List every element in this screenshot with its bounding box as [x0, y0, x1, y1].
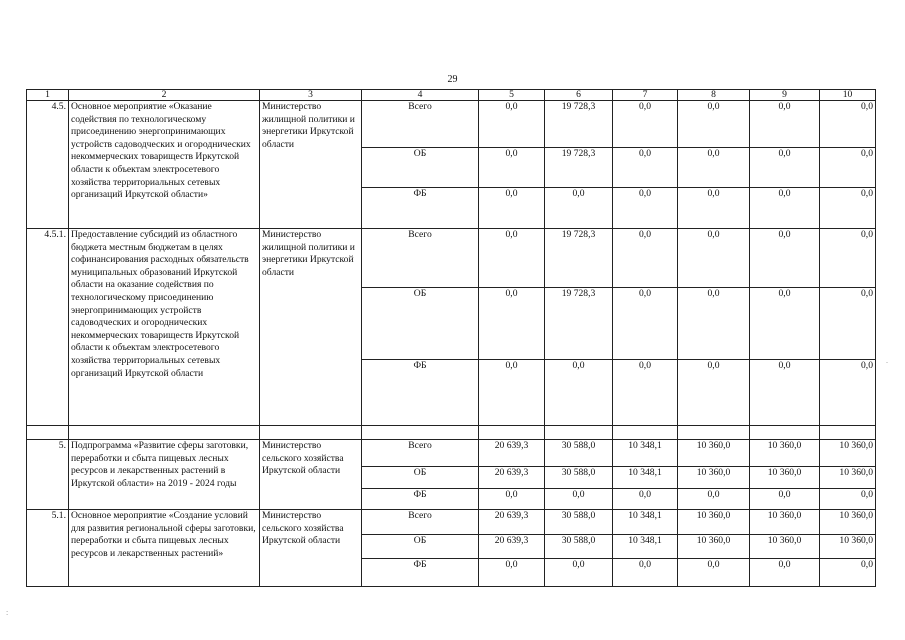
table-row: [27, 101, 876, 148]
value-cell: 10 360,0: [678, 440, 750, 467]
item-name: Основное мероприятие «Оказание содействия по технологическому присоединению энергопринимающих устройств садоводческих и огороднических некоммерческих товариществ Иркутской области к объектам электросетевого хозяйства территориальных сетевых организаций Иркутской области»: [69, 101, 260, 229]
value-cell: 10 360,0: [820, 535, 876, 559]
value-cell: 10 360,0: [820, 510, 876, 535]
table-row: [27, 440, 876, 467]
value-cell: 10 360,0: [750, 535, 820, 559]
value-cell: 0,0: [678, 148, 750, 188]
value-cell: 0,0: [820, 559, 876, 587]
funding-source: ФБ: [362, 360, 479, 426]
column-number: 2: [69, 90, 260, 101]
value-cell: 20 639,3: [479, 510, 545, 535]
column-number: 1: [27, 90, 69, 101]
value-cell: 0,0: [750, 288, 820, 360]
value-cell: 0,0: [613, 489, 678, 510]
column-number: 9: [750, 90, 820, 101]
column-number: 4: [362, 90, 479, 101]
item-name: Основное мероприятие «Создание условий для развития региональной сферы заготовки, переработки и сбыта пищевых лесных ресурсов и лекарственных растений»: [69, 510, 260, 587]
value-cell: 0,0: [820, 148, 876, 188]
value-cell: 0,0: [545, 559, 613, 587]
funding-source: ФБ: [362, 559, 479, 587]
value-cell: 10 360,0: [678, 535, 750, 559]
column-number: 3: [260, 90, 362, 101]
value-cell: 30 588,0: [545, 535, 613, 559]
budget-table: [26, 89, 876, 587]
value-cell: 0,0: [545, 360, 613, 426]
funding-source: ОБ: [362, 535, 479, 559]
value-cell: 0,0: [750, 148, 820, 188]
value-cell: 0,0: [613, 188, 678, 229]
value-cell: 20 639,3: [479, 535, 545, 559]
value-cell: 0,0: [545, 489, 613, 510]
item-number: 5.1.: [27, 510, 69, 587]
value-cell: 0,0: [820, 489, 876, 510]
item-executor: Министерство сельского хозяйства Иркутской области: [260, 510, 362, 587]
value-cell: 0,0: [820, 101, 876, 148]
funding-source: ФБ: [362, 489, 479, 510]
value-cell: 0,0: [613, 229, 678, 288]
value-cell: 10 360,0: [678, 510, 750, 535]
item-number: 4.5.: [27, 101, 69, 229]
funding-source: ОБ: [362, 467, 479, 489]
value-cell: 0,0: [678, 101, 750, 148]
value-cell: 0,0: [820, 229, 876, 288]
table-row: [27, 229, 876, 288]
value-cell: 30 588,0: [545, 440, 613, 467]
value-cell: 0,0: [613, 148, 678, 188]
value-cell: 10 348,1: [613, 535, 678, 559]
value-cell: 10 360,0: [820, 440, 876, 467]
item-executor: Министерство сельского хозяйства Иркутской области: [260, 440, 362, 510]
value-cell: 0,0: [613, 360, 678, 426]
value-cell: 0,0: [479, 360, 545, 426]
value-cell: 10 360,0: [750, 440, 820, 467]
value-cell: 0,0: [479, 148, 545, 188]
item-name: Подпрограмма «Развитие сферы заготовки, переработки и сбыта пищевых лесных ресурсов и лекарственных растений в Иркутской области» на 2019 - 2024 годы: [69, 440, 260, 510]
value-cell: 20 639,3: [479, 467, 545, 489]
header-row: [27, 90, 876, 101]
value-cell: 0,0: [750, 188, 820, 229]
item-executor: Министерство жилищной политики и энергетики Иркутской области: [260, 101, 362, 229]
value-cell: 0,0: [479, 101, 545, 148]
funding-source: Всего: [362, 229, 479, 288]
value-cell: 10 348,1: [613, 467, 678, 489]
value-cell: 0,0: [479, 559, 545, 587]
item-name: Предоставление субсидий из областного бюджета местным бюджетам в целях софинансирования расходных обязательств муниципальных образований Иркутской области на оказание содействия по технологическому присоединению энергопринимающих устройств садоводческих и огороднических некоммерческих товариществ Иркутской области к объектам электросетевого хозяйства территориальных сетевых организаций Иркутской области: [69, 229, 260, 426]
item-number: 5.: [27, 440, 69, 510]
value-cell: 0,0: [750, 489, 820, 510]
funding-source: Всего: [362, 101, 479, 148]
value-cell: 0,0: [820, 188, 876, 229]
value-cell: 0,0: [678, 559, 750, 587]
funding-source: ОБ: [362, 288, 479, 360]
value-cell: 0,0: [479, 229, 545, 288]
value-cell: 0,0: [678, 360, 750, 426]
column-number: 6: [545, 90, 613, 101]
funding-source: ОБ: [362, 148, 479, 188]
value-cell: 0,0: [750, 559, 820, 587]
value-cell: 0,0: [479, 489, 545, 510]
value-cell: 10 360,0: [750, 510, 820, 535]
value-cell: 0,0: [678, 288, 750, 360]
value-cell: 0,0: [479, 288, 545, 360]
value-cell: 10 348,1: [613, 440, 678, 467]
value-cell: 0,0: [820, 288, 876, 360]
value-cell: 0,0: [750, 101, 820, 148]
value-cell: 19 728,3: [545, 288, 613, 360]
funding-source: Всего: [362, 440, 479, 467]
scan-mark: :: [6, 608, 9, 617]
value-cell: 19 728,3: [545, 101, 613, 148]
value-cell: 0,0: [479, 188, 545, 229]
column-number: 8: [678, 90, 750, 101]
value-cell: 0,0: [613, 559, 678, 587]
value-cell: 19 728,3: [545, 148, 613, 188]
column-number: 10: [820, 90, 876, 101]
page-number: 29: [447, 74, 458, 85]
column-number: 5: [479, 90, 545, 101]
table-row: [27, 510, 876, 535]
value-cell: 0,0: [545, 188, 613, 229]
item-executor: Министерство жилищной политики и энергетики Иркутской области: [260, 229, 362, 426]
value-cell: 0,0: [678, 229, 750, 288]
value-cell: 0,0: [750, 229, 820, 288]
value-cell: 20 639,3: [479, 440, 545, 467]
value-cell: 0,0: [613, 101, 678, 148]
funding-source: Всего: [362, 510, 479, 535]
scan-mark: .: [886, 356, 888, 365]
value-cell: 19 728,3: [545, 229, 613, 288]
value-cell: 0,0: [678, 489, 750, 510]
value-cell: 0,0: [820, 360, 876, 426]
column-number: 7: [613, 90, 678, 101]
value-cell: 30 588,0: [545, 510, 613, 535]
value-cell: 0,0: [678, 188, 750, 229]
value-cell: 0,0: [750, 360, 820, 426]
value-cell: 10 360,0: [820, 467, 876, 489]
value-cell: 10 360,0: [750, 467, 820, 489]
value-cell: 10 348,1: [613, 510, 678, 535]
value-cell: 30 588,0: [545, 467, 613, 489]
funding-source: ФБ: [362, 188, 479, 229]
spacer-row: [27, 426, 876, 440]
value-cell: 10 360,0: [678, 467, 750, 489]
item-number: 4.5.1.: [27, 229, 69, 426]
value-cell: 0,0: [613, 288, 678, 360]
